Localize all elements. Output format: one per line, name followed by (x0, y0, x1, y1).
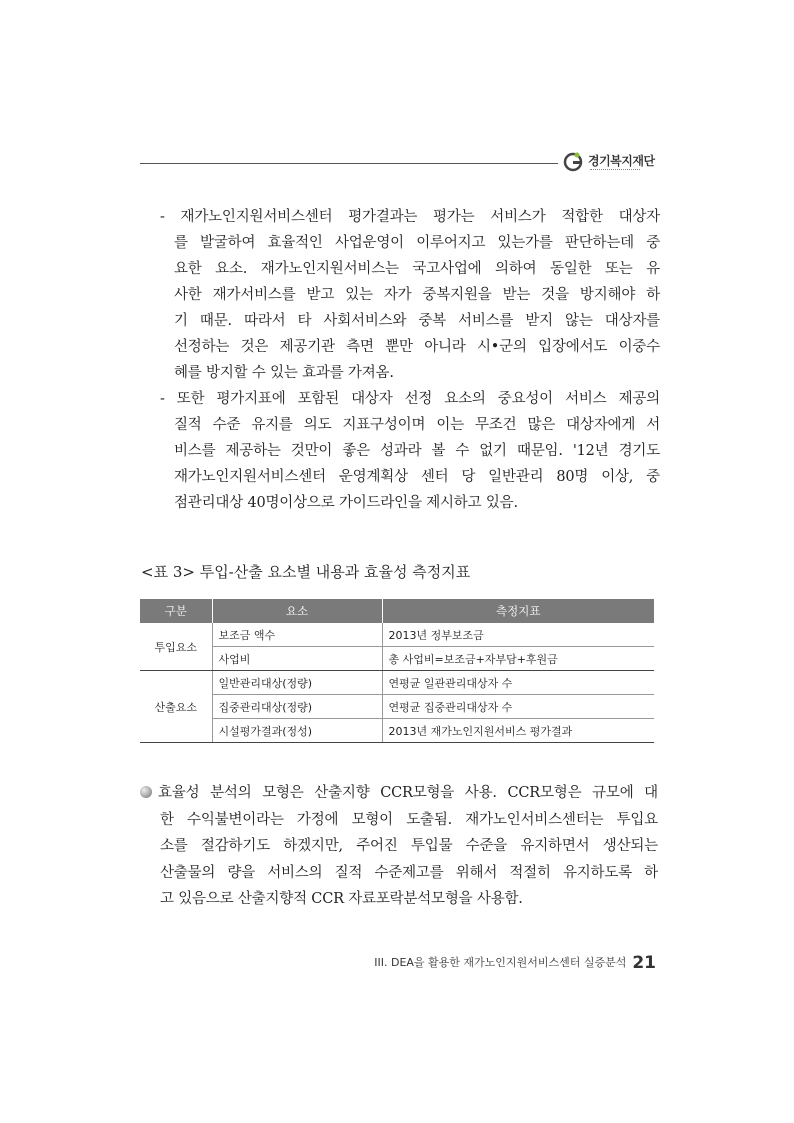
input-output-table (140, 599, 654, 743)
text-line: 사한 재가서비스를 받고 있는 자가 중복지원을 받는 것을 방지해야 하 (174, 287, 660, 303)
table-row (140, 647, 654, 671)
circle-bullet-icon (140, 786, 152, 798)
element-cell: 사업비 (212, 647, 382, 671)
table-row (140, 719, 654, 743)
category-cell: 산출요소 (140, 671, 212, 743)
section2-paragraph (140, 780, 658, 913)
text-line: 고 있음으로 산출지향적 CCR 자료포락분석모형을 사용함. (160, 891, 523, 907)
element-cell: 집중관리대상(정량) (212, 695, 382, 719)
text-line: 질적 수준 유지를 의도 지표구성이며 이는 무조건 많은 대상자에게 서 (174, 417, 660, 433)
footer-chapter: III. DEA을 활용한 재가노인지원서비스센터 실증분석 (374, 956, 627, 969)
text-line: 기 때문. 따라서 타 사회서비스와 중복 서비스를 받지 않는 대상자를 (174, 313, 660, 329)
table-header-row (140, 599, 654, 623)
category-cell: 투입요소 (140, 623, 212, 671)
text-line: 점관리대상 40명이상으로 가이드라인을 제시하고 있음. (174, 495, 518, 511)
text-line: 를 발굴하여 효율적인 사업운영이 이루어지고 있는가를 판단하는데 중 (174, 235, 660, 251)
foundation-logo (560, 148, 660, 178)
indicator-cell: 연평균 일관관리대상자 수 (382, 671, 654, 695)
table-row (140, 671, 654, 695)
table-row (140, 695, 654, 719)
text-line: - 재가노인지원서비스센터 평가결과는 평가는 서비스가 적합한 대상자 (160, 209, 660, 225)
gyeonggi-welfare-foundation-logo-icon (562, 150, 584, 172)
text-line: 소를 절감하기도 하겠지만, 주어진 투입물 수준을 유지하면서 생산되는 (160, 838, 658, 854)
text-line: 혜를 방지할 수 있는 효과를 가져옴. (174, 365, 394, 381)
text-line: - 또한 평가지표에 포함된 대상자 선정 요소의 중요성이 서비스 제공의 (160, 391, 660, 407)
text-line-content: 효율성 분석의 모형은 산출지향 CCR모형을 사용. CCR모형은 규모에 대 (158, 785, 658, 801)
indicator-cell: 연평균 집중관리대상자 수 (382, 695, 654, 719)
column-header: 구분 (140, 599, 212, 623)
text-line: 산출물의 량을 서비스의 질적 수준제고를 위해서 적절히 유지하도록 하 (160, 864, 658, 881)
page-number: 21 (632, 953, 656, 973)
page-footer (374, 953, 656, 973)
column-header: 요소 (212, 599, 382, 623)
indicator-cell: 2013년 재가노인지원서비스 평가결과 (382, 719, 654, 743)
column-header: 측정지표 (382, 599, 654, 623)
element-cell: 일반관리대상(정량) (212, 671, 382, 695)
text-line: 요한 요소. 재가노인지원서비스는 국고사업에 의하여 동일한 또는 유 (174, 261, 660, 277)
header-rule (140, 163, 558, 164)
table-row (140, 623, 654, 647)
text-line: 재가노인지원서비스센터 운영계획상 센터 당 일반관리 80명 이상, 중 (174, 469, 660, 485)
section1-paragraph (160, 204, 660, 516)
text-line: 선정하는 것은 제공기관 측면 뿐만 아니라 시•군의 입장에서도 이중수 (174, 339, 660, 355)
text-line (140, 780, 658, 807)
logo-text: 경기복지재단 (588, 154, 655, 168)
text-line: 한 수익불변이라는 가정에 모형이 도출됨. 재가노인서비스센터는 투입요 (160, 811, 658, 828)
text-line: 비스를 제공하는 것만이 좋은 성과라 볼 수 없기 때문임. '12년 경기도 (174, 443, 660, 459)
element-cell: 보조금 액수 (212, 623, 382, 647)
logo-subline (590, 169, 640, 173)
table-title: <표 3> 투입-산출 요소별 내용과 효율성 측정지표 (141, 563, 471, 581)
element-cell: 시설평가결과(정성) (212, 719, 382, 743)
indicator-cell: 총 사업비=보조금+자부담+후원금 (382, 647, 654, 671)
indicator-cell: 2013년 정부보조금 (382, 623, 654, 647)
